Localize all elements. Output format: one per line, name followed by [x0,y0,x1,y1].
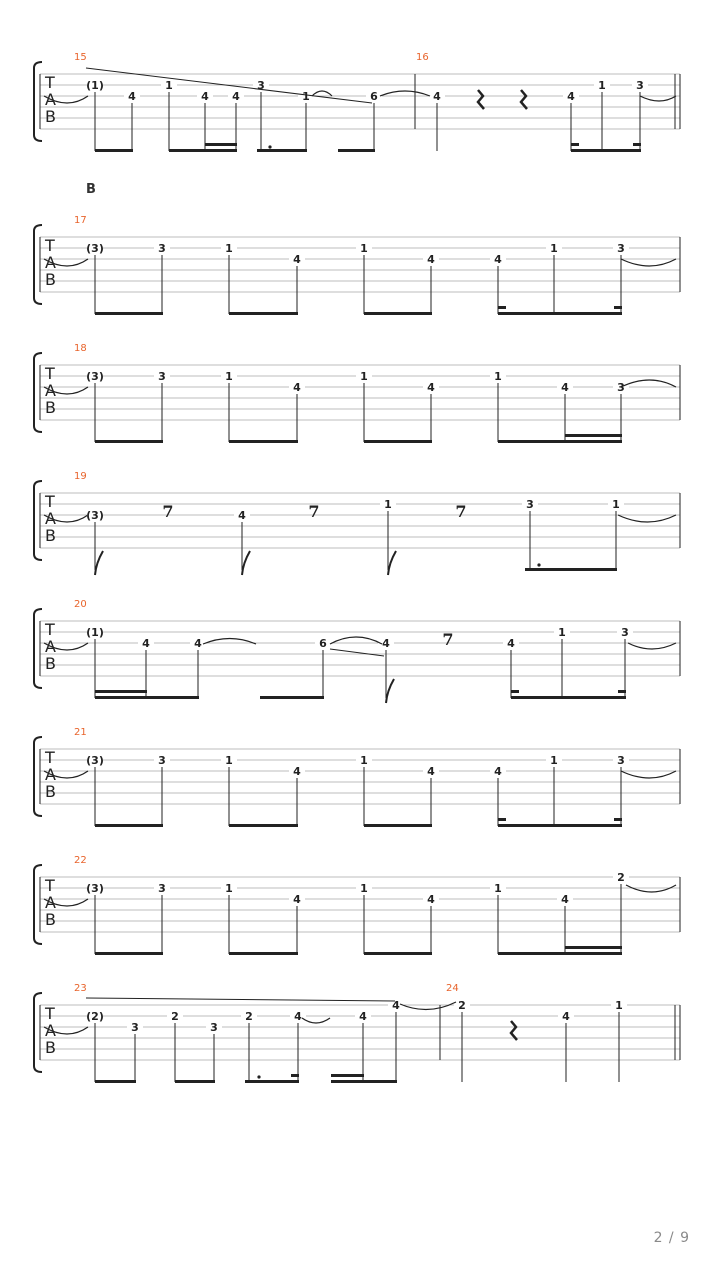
beam [229,312,298,315]
beam-secondary [565,946,622,949]
tab-system [34,471,680,575]
fret-number: 1 [494,882,502,895]
beam [229,824,298,827]
slide-line [330,649,384,656]
tab-clef-letter: B [45,910,56,929]
tab-system [34,727,680,827]
measure-number: 20 [74,599,87,610]
fret-number: 1 [598,79,606,92]
tab-clef-letter: B [45,526,56,545]
fret-number: 2 [617,871,625,884]
beam [95,312,163,315]
fret-number: 4 [494,765,502,778]
fret-number: 3 [158,754,166,767]
beam-secondary [633,143,641,146]
tie-out [621,259,676,266]
measure-number: 21 [74,727,87,738]
beam-secondary [331,1074,364,1077]
fret-number: 3 [131,1021,139,1034]
tab-clef-letter: B [45,107,56,126]
eighth-rest: 7 [308,502,320,521]
beam [95,1080,136,1083]
beam-secondary [498,818,506,821]
fret-number: 1 [225,370,233,383]
fret-number: 1 [494,370,502,383]
tie-arc [312,91,332,96]
tab-system [34,215,680,315]
fret-number: 1 [360,882,368,895]
beam-secondary [614,306,622,309]
fret-number: (1) [86,79,104,92]
fret-number: 4 [561,381,569,394]
tab-clef-letter: B [45,782,56,801]
fret-number: 1 [360,754,368,767]
fret-number: 1 [360,242,368,255]
beam [571,149,641,152]
fret-number: 4 [567,90,575,103]
tab-clef-letter: A [45,893,56,912]
rhythm-dot [257,1075,260,1078]
tab-clef-letter: B [45,270,56,289]
tab-clef-letter: A [45,765,56,784]
fret-number: 3 [158,370,166,383]
tab-system [34,599,680,703]
beam [95,952,163,955]
beam [331,1080,397,1083]
fret-number: 4 [427,381,435,394]
tab-clef-letter: B [45,654,56,673]
fret-number: 4 [293,765,301,778]
fret-number: (1) [86,626,104,639]
fret-number: 4 [142,637,150,650]
beam [498,312,622,315]
beam [95,824,163,827]
fret-number: 3 [617,381,625,394]
slide-line [86,998,395,1001]
beam-secondary [498,306,506,309]
tie-out [618,515,676,522]
fret-number: 4 [128,90,136,103]
beam [364,312,432,315]
fret-number: 1 [558,626,566,639]
beam [498,824,622,827]
measure-number: 23 [74,983,87,994]
fret-number: 1 [615,999,623,1012]
tab-clef-letter: T [45,73,55,92]
measure-number: 22 [74,855,87,866]
fret-number: 1 [384,498,392,511]
tab-clef-letter: A [45,253,56,272]
tab-clef-letter: T [45,236,55,255]
eighth-flag [95,551,103,575]
eighth-flag [242,551,250,575]
fret-number: 6 [370,90,378,103]
fret-number: 3 [158,882,166,895]
fret-number: 4 [427,765,435,778]
fret-number: 3 [257,79,265,92]
fret-number: 4 [382,637,390,650]
fret-number: 4 [238,509,246,522]
beam-secondary [565,434,622,437]
fret-number: 4 [561,893,569,906]
tab-clef-letter: T [45,876,55,895]
fret-number: 4 [293,893,301,906]
fret-number: 2 [458,999,466,1012]
tie-arc [302,1018,330,1023]
fret-number: 4 [194,637,202,650]
beam [364,952,432,955]
beam [511,696,626,699]
beam [245,1080,299,1083]
fret-number: 4 [562,1010,570,1023]
fret-number: 4 [494,253,502,266]
fret-number: 3 [210,1021,218,1034]
quarter-rest [478,90,484,109]
rhythm-dot [537,563,540,566]
fret-number: 3 [617,754,625,767]
beam [498,440,622,443]
fret-number: 1 [225,754,233,767]
fret-number: (3) [86,370,104,383]
tab-system [34,343,680,443]
page-number: 2 / 9 [653,1230,690,1246]
fret-number: 2 [245,1010,253,1023]
measure-number: 24 [446,983,459,994]
beam [229,952,298,955]
fret-number: 6 [319,637,327,650]
beam-secondary [618,690,626,693]
beam [169,149,237,152]
fret-number: 3 [158,242,166,255]
beam [525,568,617,571]
fret-number: 2 [171,1010,179,1023]
eighth-rest: 7 [442,630,454,649]
beam-secondary [614,818,622,821]
tie-out [628,643,676,649]
tie-out [621,380,676,387]
measure-number: 17 [74,215,87,226]
eighth-flag [386,679,394,703]
fret-number: 1 [360,370,368,383]
fret-number: 4 [427,253,435,266]
fret-number: 4 [294,1010,302,1023]
tie-out [640,96,676,101]
fret-number: 1 [550,754,558,767]
fret-number: 4 [507,637,515,650]
beam [260,696,324,699]
beam [364,440,432,443]
tab-system [34,855,680,955]
tab-clef-letter: A [45,637,56,656]
tab-clef-letter: A [45,90,56,109]
fret-number: 3 [636,79,644,92]
measure-number: 19 [74,471,87,482]
fret-number: 1 [225,882,233,895]
fret-number: 4 [293,381,301,394]
beam [257,149,307,152]
fret-number: 4 [392,999,400,1012]
beam [364,824,432,827]
tab-clef-letter: T [45,492,55,511]
eighth-rest: 7 [162,502,174,521]
fret-number: 1 [302,90,310,103]
eighth-rest: 7 [455,502,467,521]
quarter-rest [521,90,527,109]
beam [229,440,298,443]
fret-number: 4 [201,90,209,103]
beam-secondary [571,143,579,146]
measure-number: 16 [416,52,429,63]
beam-secondary [291,1074,299,1077]
fret-number: 1 [612,498,620,511]
tab-clef-letter: B [45,398,56,417]
measure-number: 15 [74,52,87,63]
fret-number: 4 [359,1010,367,1023]
rhythm-dot [268,145,271,148]
tie-arc [400,1002,456,1010]
fret-number: 4 [232,90,240,103]
beam-secondary [95,690,147,693]
beam-secondary [205,143,237,146]
beam [95,696,199,699]
beam [338,149,375,152]
beam [95,440,163,443]
fret-number: (3) [86,242,104,255]
fret-number: (2) [86,1010,104,1023]
fret-number: 4 [433,90,441,103]
tie-out [621,771,676,778]
tab-clef-letter: T [45,620,55,639]
beam-secondary [511,690,519,693]
tab-clef-letter: T [45,748,55,767]
beam [498,952,622,955]
beam [175,1080,215,1083]
tie-arc [380,91,430,96]
measure-number: 18 [74,343,87,354]
tab-system [34,52,680,152]
fret-number: 1 [225,242,233,255]
fret-number: (3) [86,882,104,895]
tab-clef-letter: A [45,381,56,400]
fret-number: 3 [526,498,534,511]
tab-clef-letter: A [45,509,56,528]
fret-number: 1 [550,242,558,255]
fret-number: 4 [427,893,435,906]
beam [95,149,133,152]
fret-number: 4 [293,253,301,266]
tab-clef-letter: T [45,1004,55,1023]
fret-number: 3 [621,626,629,639]
fret-number: 1 [165,79,173,92]
quarter-rest [511,1021,517,1040]
fret-number: 3 [617,242,625,255]
eighth-flag [388,551,396,575]
section-label: B [86,182,96,197]
fret-number: (3) [86,754,104,767]
tab-clef-letter: T [45,364,55,383]
tab-clef-letter: A [45,1021,56,1040]
fret-number: (3) [86,509,104,522]
tab-clef-letter: B [45,1038,56,1057]
